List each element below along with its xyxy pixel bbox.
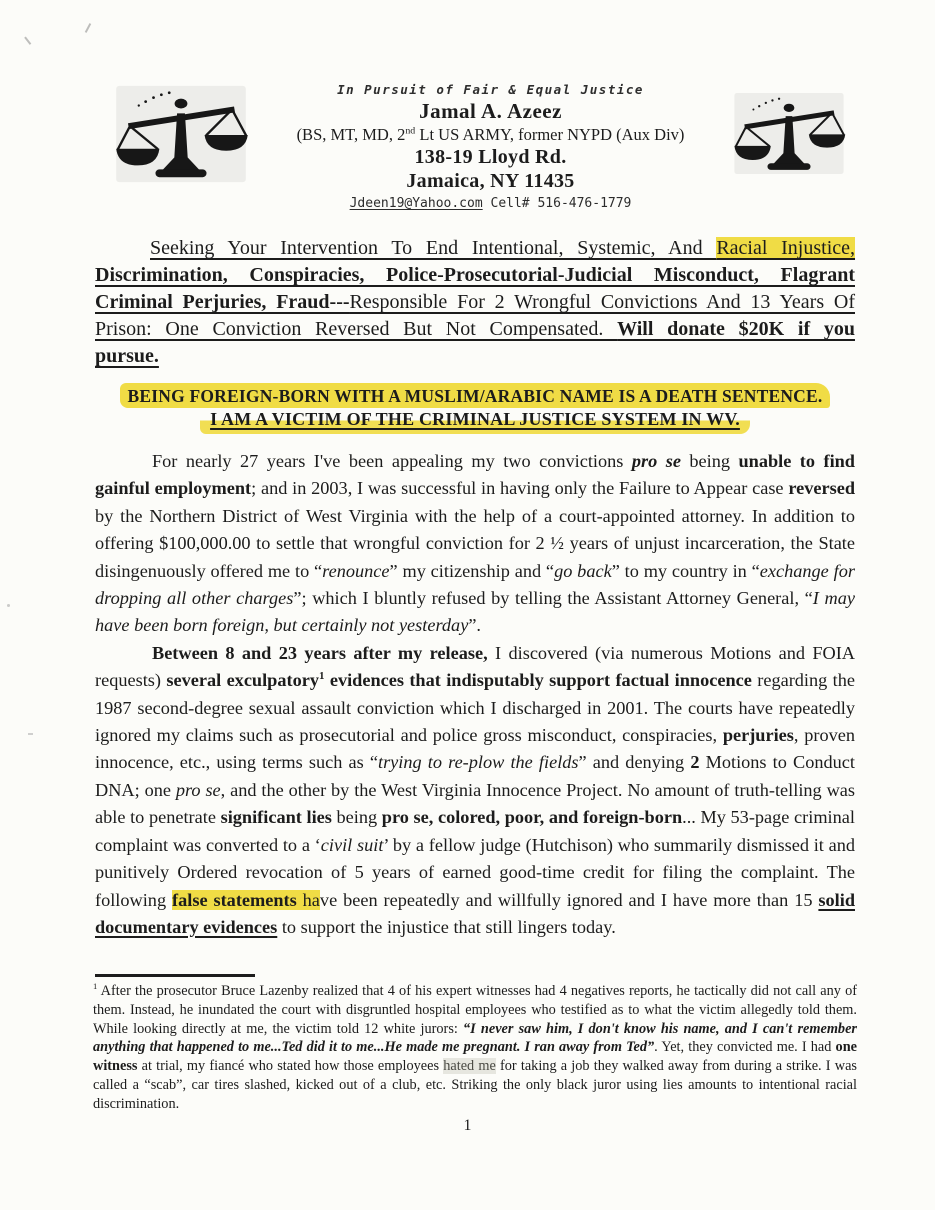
text-run: I discovered (via numerous Motions and FOIA requests) xyxy=(95,642,856,691)
scales-of-justice-icon xyxy=(112,80,250,188)
sender-credentials xyxy=(250,125,731,145)
text-run: evidences that indisputably support factual innocence xyxy=(324,670,752,691)
letterhead xyxy=(0,80,935,211)
text-run: Lt US ARMY, former NYPD (Aux Div) xyxy=(415,125,685,144)
text-run: pro se xyxy=(631,451,681,471)
address-line-2: Jamaica, NY 11435 xyxy=(406,170,575,192)
text-run: false statements xyxy=(172,889,297,910)
text-run: Seeking Your Intervention To End Intentional, Systemic, And xyxy=(150,237,717,259)
text-run: solid documentary evidences xyxy=(95,889,855,937)
text-run: Will donate $20K if you pursue. xyxy=(95,318,855,367)
text-run: Responsible For 2 Wrongful Convictions And 13 Years Of Prison: One Conviction Reversed But Not Compensated. xyxy=(95,291,855,340)
text-run: ha xyxy=(296,889,320,910)
left-logo xyxy=(112,80,250,193)
contact-line xyxy=(250,196,731,211)
scan-artifact xyxy=(85,23,91,33)
text-run: ; and in 2003, I was successful in having only the Failure to Appear case xyxy=(251,478,789,499)
letterhead-tagline: In Pursuit of Fair & Equal Justice xyxy=(337,82,644,97)
text-run: . Yet, they convicted me. I had xyxy=(654,1039,836,1056)
text-run: by the Northern District of West Virginia with the help of a court-appointed attorney. In addition to offering $100,000.00 to settle that wrongful conviction for 2 ½ years of unjust incarceration, the State disingenuously offered me to “ xyxy=(95,505,855,581)
text-run: For nearly 27 years I've been appealing my two convictions xyxy=(152,451,632,471)
banner-line-2 xyxy=(95,409,855,434)
text-run: exchange for dropping all other charges xyxy=(95,560,855,609)
text-run: at trial, my fiancé who stated how those employees xyxy=(137,1058,444,1075)
text-run: Cell# 516-476-1779 xyxy=(482,196,632,211)
text-run: being xyxy=(331,807,382,828)
text-run: “I never saw him, I don't know his name, and I can't remember anything that happened to me...Ted did it to me...He made me pregnant. I ran away from Ted” xyxy=(93,1020,857,1056)
text-run: go back xyxy=(554,560,612,581)
right-logo xyxy=(731,80,847,184)
text-run: ”; which I bluntly refused by telling the Assistant Attorney General, “ xyxy=(293,588,813,609)
text-run: , proven innocence, etc., using terms such as “ xyxy=(95,725,855,773)
text-run: (BS, MT, MD, 2 xyxy=(296,125,406,144)
text-run: After the prosecutor Bruce Lazenby realized that 4 of his expert witnesses had 4 negatives reports, he tactically did not call any of them. Instead, he inundated the court with disgruntled hospital employees who testified as to what the victim allegedly told them. While looking directly at me, the victim told 12 white jurors: xyxy=(93,983,857,1037)
text-run: 1 xyxy=(318,670,325,683)
body-paragraph-2 xyxy=(95,640,855,941)
page-number: 1 xyxy=(463,1117,472,1135)
text-run: 1 xyxy=(93,981,98,992)
text-run: one witness xyxy=(93,1039,857,1075)
scan-artifact xyxy=(7,604,10,607)
scan-artifact xyxy=(24,32,37,45)
banner-line-1: BEING FOREIGN-BORN WITH A MUSLIM/ARABIC NAME IS A DEATH SENTENCE. xyxy=(120,383,831,408)
banner-line-2-text: I AM A VICTIM OF THE CRIMINAL JUSTICE SYSTEM IN WV. xyxy=(200,409,750,434)
text-run: 2 xyxy=(690,752,700,773)
text-run: Jdeen19@Yahoo.com xyxy=(349,196,483,211)
text-run: pro se, colored, poor, and foreign-born xyxy=(381,807,683,828)
text-run: perjuries xyxy=(722,725,794,746)
text-run: ve been repeatedly and willfully ignored and I have more than 15 xyxy=(319,889,819,910)
text-run: hated me xyxy=(443,1058,496,1075)
body-paragraph-1 xyxy=(95,448,855,640)
address-line-1: 138-19 Lloyd Rd. xyxy=(414,146,567,168)
text-run: Racial Injustice, xyxy=(716,237,856,259)
text-run: civil suit xyxy=(320,834,384,855)
text-run: ” to my country in “ xyxy=(611,560,760,581)
title-paragraph xyxy=(95,235,855,370)
text-run: Discrimination, Conspiracies, Police-Prosecutorial-Judicial Misconduct, Flagrant Criminal Perjuries, Fraud--- xyxy=(95,264,855,313)
text-run: ” my citizenship and “ xyxy=(389,560,555,581)
text-run: Between 8 and 23 years after my release, xyxy=(152,642,488,663)
text-run: renounce xyxy=(322,560,390,581)
text-run: trying to re-plow the fields xyxy=(377,752,579,773)
text-run: unable to find gainful employment xyxy=(95,451,855,499)
text-run: ”. xyxy=(468,615,481,636)
text-run: regarding the 1987 second-degree sexual assault conviction which I discharged in 2001. The courts have repeatedly ignored my claims such as prosecutorial and police gross misconduct, conspiracies, xyxy=(95,670,855,746)
letterhead-text xyxy=(250,80,731,211)
text-run: I may have been born foreign, but certainly not yesterday xyxy=(95,588,855,636)
scales-of-justice-icon xyxy=(731,88,847,179)
text-run: reversed xyxy=(788,478,855,499)
footnote xyxy=(93,982,857,1113)
text-run: ’ by a fellow judge (Hutchison) who summarily dismissed it and punitively Ordered revocation of 5 years of earned good-time credit for filing the complaint. The following xyxy=(95,834,856,910)
scan-artifact xyxy=(28,733,33,735)
text-run: to support the injustice that still lingers today. xyxy=(277,916,616,937)
text-run: significant lies xyxy=(220,807,332,828)
text-run: , and the other by the West Virginia Innocence Project. No amount of truth-telling was able to penetrate xyxy=(95,779,855,828)
highlight-banner xyxy=(95,383,855,434)
text-run: ” and denying xyxy=(578,752,691,773)
text-run: ... My 53-page criminal complaint was converted to a ‘ xyxy=(95,807,855,855)
text-run: for taking a job they walked away from during a strike. I was called a “scab”, car tires slashed, kicked out of a club, etc. Striking the only black juror using lies amounts to intentional racial discrimination. xyxy=(93,1058,857,1112)
sender-name: Jamal A. Azeez xyxy=(419,99,562,123)
text-run: nd xyxy=(405,125,416,137)
footnote-separator xyxy=(95,974,255,977)
text-run: being xyxy=(680,451,739,471)
text-run: pro se xyxy=(175,779,221,800)
text-run: several exculpatory xyxy=(166,670,319,691)
text-run: Motions to Conduct DNA; one xyxy=(95,752,855,800)
